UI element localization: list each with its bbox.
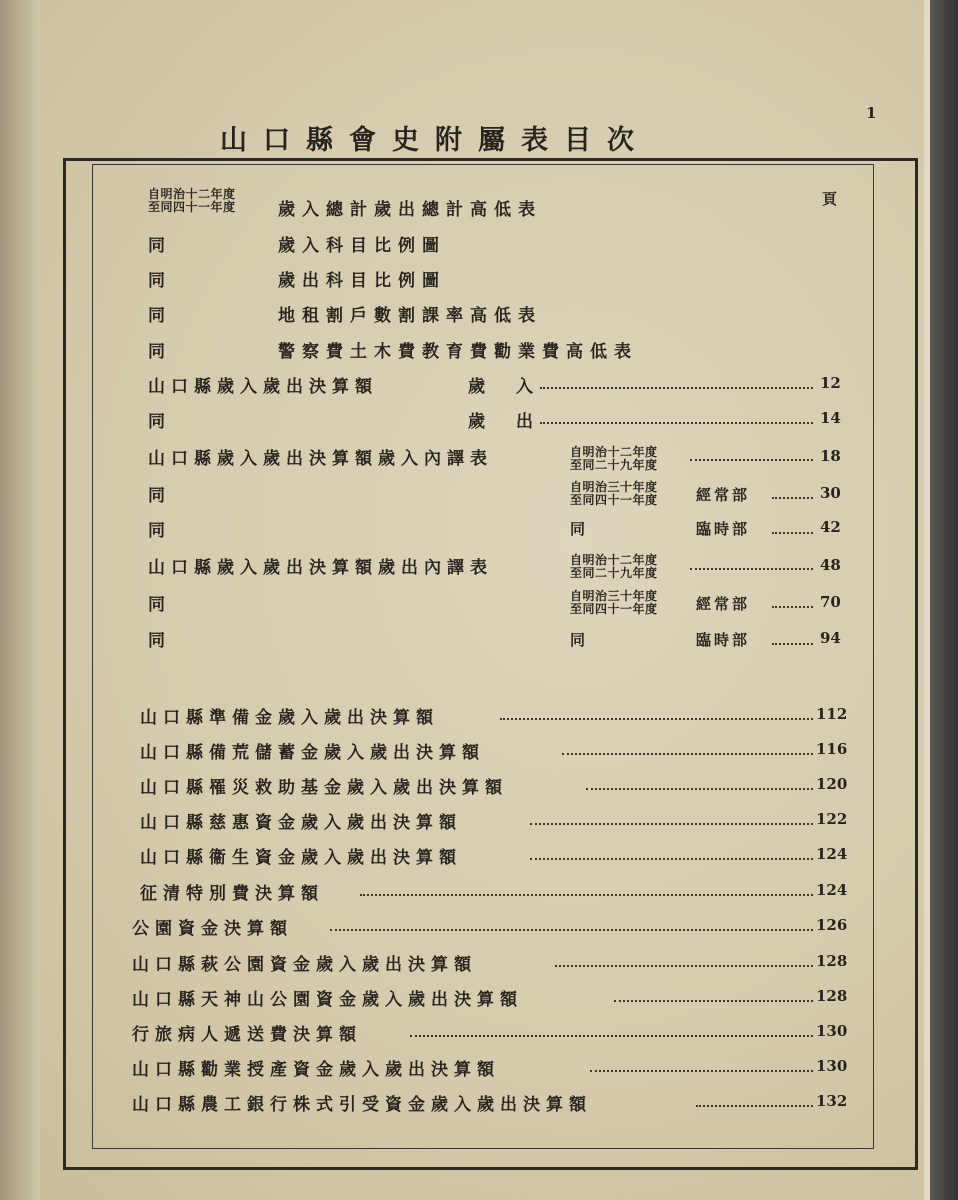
era-range: 自明治十二年度 至同二十九年度 (570, 553, 658, 580)
dot-leader (696, 1105, 813, 1107)
ditto-mark: 同 (148, 631, 172, 651)
toc-entry-title: 歲入總計歲出總計高低表 (278, 200, 542, 220)
toc-entry-title: 警察費土木費教育費勸業費高低表 (278, 342, 638, 362)
page-ref: 128 (816, 952, 848, 970)
dot-leader (590, 1070, 813, 1072)
ditto-mark: 同 (148, 306, 172, 326)
page-ref: 128 (816, 987, 848, 1005)
ditto-mark: 同 (570, 631, 589, 649)
dot-leader (500, 718, 813, 720)
page-ref: 130 (816, 1022, 848, 1040)
dot-leader (614, 1000, 813, 1002)
page-ref: 70 (820, 593, 841, 611)
toc-entry-title: 山口縣歲入歲出決算額歲入內譯表 (148, 449, 493, 469)
ditto-mark: 同 (148, 595, 172, 615)
page-ref: 120 (816, 775, 848, 793)
page-ref: 116 (816, 740, 848, 758)
page-ref: 112 (816, 705, 848, 723)
toc-sub-item: 歲 入 (468, 377, 540, 397)
dot-leader (410, 1035, 813, 1037)
page-title: 山口縣會史附屬表目次 (220, 125, 650, 156)
toc-sub-item: 臨時部 (696, 631, 751, 649)
dot-leader (360, 894, 813, 896)
toc-entry-title: 山口縣備荒儲蓄金歲入歲出決算額 (140, 743, 485, 763)
dot-leader (772, 532, 813, 534)
toc-entry-title: 山口縣歲入歲出決算額 (148, 377, 378, 397)
book-cover-edge (930, 0, 958, 1200)
toc-entry-title: 歲入科目比例圖 (278, 236, 446, 256)
page-column-label: 頁 (822, 190, 838, 208)
page-ref: 30 (820, 484, 841, 502)
ditto-mark: 同 (570, 520, 589, 538)
toc-sub-item: 臨時部 (696, 520, 751, 538)
page-ref: 122 (816, 810, 848, 828)
dot-leader (540, 387, 813, 389)
toc-entry-title: 山口縣衞生資金歲入歲出決算額 (140, 848, 462, 868)
page-ref: 14 (820, 409, 841, 427)
page-number: 1 (866, 104, 877, 122)
toc-sub-item: 經常部 (696, 595, 751, 613)
dot-leader (530, 858, 813, 860)
dot-leader (772, 606, 813, 608)
toc-entry-title: 山口縣農工銀行株式引受資金歲入歲出決算額 (132, 1095, 592, 1115)
page-ref: 124 (816, 845, 848, 863)
toc-entry-title: 山口縣歲入歲出決算額歲出內譯表 (148, 558, 493, 578)
page-ref: 130 (816, 1057, 848, 1075)
toc-entry-title: 地租割戶數割課率高低表 (278, 306, 542, 326)
toc-entry-title: 行旅病人遞送費決算額 (132, 1025, 362, 1045)
page-ref: 48 (820, 556, 841, 574)
toc-entry-title: 山口縣慈惠資金歲入歲出決算額 (140, 813, 462, 833)
page-ref: 132 (816, 1092, 848, 1110)
ditto-mark: 同 (148, 271, 172, 291)
toc-entry-title: 山口縣勸業授產資金歲入歲出決算額 (132, 1060, 500, 1080)
page-ref: 124 (816, 881, 848, 899)
page-ref: 126 (816, 916, 848, 934)
toc-entry-title: 山口縣天神山公園資金歲入歲出決算額 (132, 990, 523, 1010)
dot-leader (330, 929, 813, 931)
page-ref: 94 (820, 629, 841, 647)
toc-entry-title: 山口縣準備金歲入歲出決算額 (140, 708, 439, 728)
dot-leader (772, 497, 813, 499)
page-ref: 42 (820, 518, 841, 536)
toc-entry-title: 公園資金決算額 (132, 919, 293, 939)
toc-entry-title: 歲出科目比例圖 (278, 271, 446, 291)
ditto-mark: 同 (148, 486, 172, 506)
ditto-mark: 同 (148, 521, 172, 541)
dot-leader (540, 422, 813, 424)
toc-sub-item: 經常部 (696, 486, 751, 504)
era-range: 自明治三十年度 至同四十一年度 (570, 589, 658, 616)
dot-leader (586, 788, 813, 790)
era-range: 自明治十二年度 至同四十一年度 (148, 187, 236, 214)
era-range: 自明治十二年度 至同二十九年度 (570, 445, 658, 472)
toc-sub-item: 歲 出 (468, 412, 540, 432)
dot-leader (555, 965, 813, 967)
toc-entry-title: 山口縣罹災救助基金歲入歲出決算額 (140, 778, 508, 798)
ditto-mark: 同 (148, 412, 172, 432)
ditto-mark: 同 (148, 342, 172, 362)
dot-leader (562, 753, 813, 755)
ditto-mark: 同 (148, 236, 172, 256)
dot-leader (530, 823, 813, 825)
era-range: 自明治三十年度 至同四十一年度 (570, 480, 658, 507)
toc-entry-title: 山口縣萩公園資金歲入歲出決算額 (132, 955, 477, 975)
page-ref: 18 (820, 447, 841, 465)
dot-leader (690, 568, 813, 570)
page-ref: 12 (820, 374, 841, 392)
book-spine-shadow (0, 0, 40, 1200)
dot-leader (690, 459, 813, 461)
dot-leader (772, 643, 813, 645)
toc-entry-title: 征清特別費決算額 (140, 884, 324, 904)
